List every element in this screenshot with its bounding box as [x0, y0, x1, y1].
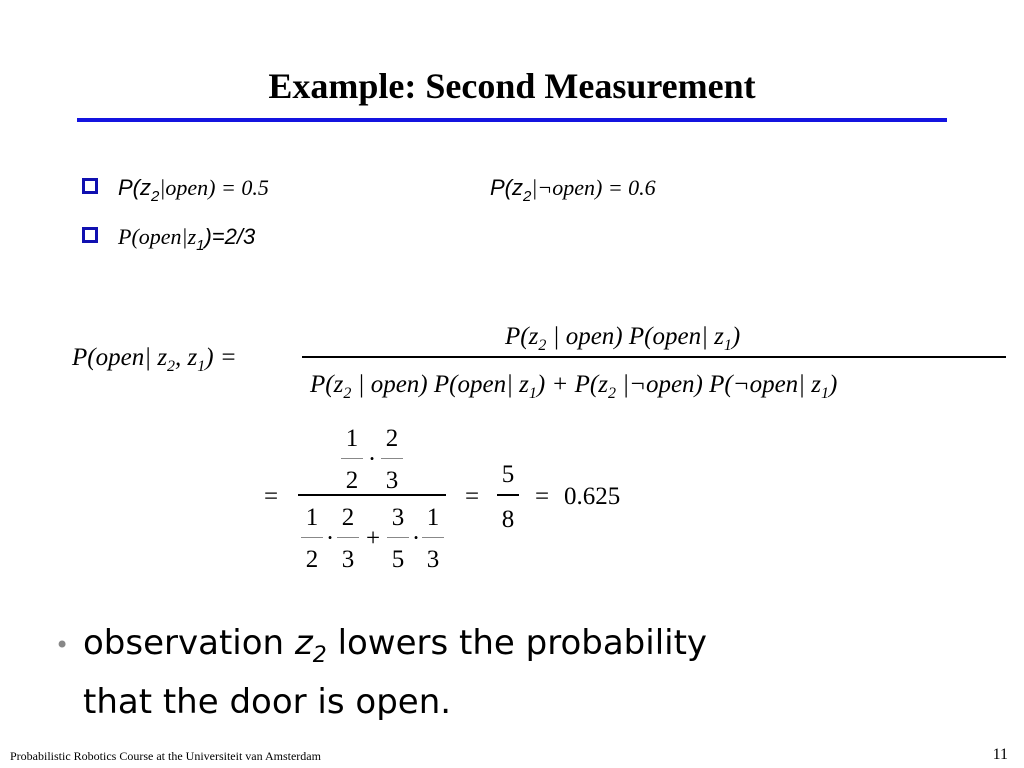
subscript: 1: [821, 385, 830, 402]
equation-fraction-bar: [302, 356, 1006, 358]
bot-d1: 2: [305, 546, 319, 573]
text: | open) P(open| z: [351, 371, 529, 398]
text: ) + P(z: [536, 371, 608, 398]
subscript: 1: [197, 358, 206, 375]
bot-dot1: ·: [325, 525, 335, 552]
main-fraction-bar: [298, 494, 446, 496]
text: |¬open) = 0.6: [531, 175, 656, 200]
step2-equals-2: =: [464, 483, 480, 510]
step2-equals-3: =: [534, 483, 550, 510]
subscript: 2: [151, 188, 160, 205]
subscript: 2: [607, 385, 616, 402]
equation-lhs: [72, 343, 237, 382]
step2-equals: =: [263, 483, 279, 510]
text: z: [294, 623, 313, 663]
bot-bar3: [387, 537, 409, 538]
top-bar2: [381, 458, 403, 459]
text: observation: [83, 623, 285, 663]
subscript: 2: [343, 385, 352, 402]
subscript: 2: [523, 188, 532, 205]
text: , z: [175, 344, 198, 371]
bullet-1-right: [490, 174, 656, 211]
top-n1: 1: [345, 425, 359, 452]
text: |¬open) P(¬open| z: [615, 371, 822, 398]
text: ): [731, 323, 741, 350]
subscript: 1: [723, 337, 732, 354]
result-numerator: 5: [501, 461, 515, 488]
slide-title: Example: Second Measurement: [268, 66, 756, 106]
bot-bar1: [301, 537, 323, 538]
text: P(open|z: [118, 224, 197, 249]
top-n2: 2: [385, 425, 399, 452]
text: that the door is open.: [83, 682, 452, 722]
bot-d4: 3: [426, 546, 440, 573]
bot-bar2: [337, 537, 359, 538]
result-denominator: 8: [501, 506, 515, 533]
bullet-2: [118, 223, 255, 260]
bot-d2: 3: [341, 546, 355, 573]
text: P(z: [118, 175, 151, 200]
result-bar: [497, 494, 519, 496]
bot-n4: 1: [426, 504, 440, 531]
bot-bar4: [422, 537, 444, 538]
subscript: 1: [528, 385, 537, 402]
text: ): [829, 371, 838, 398]
bot-dot2: ·: [411, 525, 421, 552]
text: |open) = 0.5: [159, 175, 269, 200]
text: lowers the probability: [337, 623, 708, 663]
equation-denominator: [310, 370, 837, 409]
bot-n3: 3: [391, 504, 405, 531]
bullet-1-left: [118, 174, 269, 211]
text: | open) P(open| z: [546, 323, 724, 350]
bot-n1: 1: [305, 504, 319, 531]
bot-plus: +: [365, 525, 381, 552]
text: P(open| z: [72, 344, 168, 371]
top-d1: 2: [345, 467, 359, 494]
bot-n2: 2: [341, 504, 355, 531]
text: P(z: [310, 371, 344, 398]
observation-text: [83, 620, 943, 725]
subscript: 2: [538, 337, 547, 354]
bullet-square-icon: [82, 178, 98, 194]
text: ) =: [205, 344, 237, 371]
text: )=2/3: [204, 224, 256, 249]
title-underline: [77, 118, 947, 122]
top-bar1: [341, 458, 363, 459]
bullet-square-icon: [82, 227, 98, 243]
top-dot: ·: [367, 446, 377, 473]
result-decimal: 0.625: [564, 483, 621, 510]
top-d2: 3: [385, 467, 399, 494]
page-number: 11: [992, 746, 1008, 763]
subscript: 2: [167, 358, 176, 375]
bot-d3: 5: [391, 546, 405, 573]
subscript: 2: [312, 643, 327, 668]
bullet-dot-icon: •: [55, 631, 70, 659]
text: P(z: [505, 323, 539, 350]
footer-text: Probabilistic Robotics Course at the Universiteit van Amsterdam: [10, 749, 321, 763]
subscript: 1: [196, 237, 205, 254]
text: P(z: [490, 175, 523, 200]
